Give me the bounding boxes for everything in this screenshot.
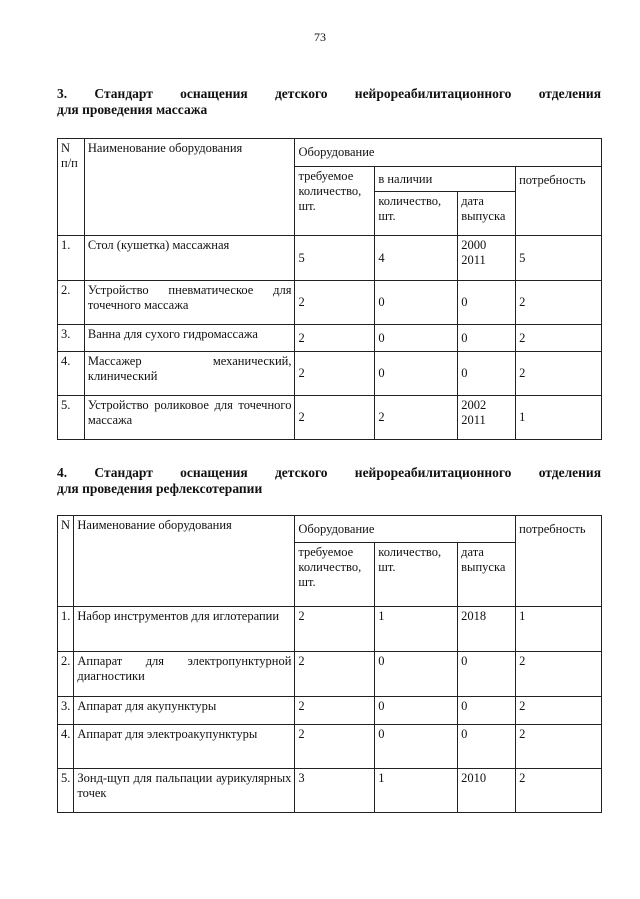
cell-quantity: 0 [375, 697, 458, 725]
header-need: потребность [516, 167, 602, 236]
cell-quantity: 2 [375, 396, 458, 440]
cell-num: 2. [58, 652, 74, 697]
cell-num: 4. [58, 352, 85, 396]
cell-required: 2 [295, 352, 375, 396]
cell-need: 5 [516, 236, 602, 281]
cell-name: Аппарат для электроакупунктуры [74, 725, 295, 769]
cell-need: 1 [516, 396, 602, 440]
table-row [58, 769, 602, 813]
cell-required: 2 [295, 396, 375, 440]
table-row [58, 352, 602, 396]
cell-name: Устройство пневматическое для точечного массажа [84, 281, 295, 325]
section3-heading-line2: для проведения массажа [57, 102, 208, 117]
header-need: потребность [516, 516, 602, 607]
cell-num: 2. [58, 281, 85, 325]
cell-name: Набор инструментов для иглотерапии [74, 607, 295, 652]
cell-name: Устройство роликовое для точечного массажа [84, 396, 295, 440]
header-required: требуемое количество, шт. [295, 543, 375, 607]
cell-name: Стол (кушетка) массажная [84, 236, 295, 281]
cell-date: 0 [458, 325, 516, 352]
header-date: дата выпуска [458, 192, 516, 236]
table-row [58, 396, 602, 440]
cell-quantity: 0 [375, 281, 458, 325]
cell-required: 2 [295, 652, 375, 697]
table-row [58, 607, 602, 652]
cell-date-line: 2011 [461, 413, 486, 427]
cell-required: 2 [295, 281, 375, 325]
cell-date: 2018 [458, 607, 516, 652]
cell-quantity: 4 [375, 236, 458, 281]
cell-quantity: 0 [375, 652, 458, 697]
cell-num: 3. [58, 325, 85, 352]
massage-equipment-table [57, 138, 602, 440]
cell-num: 4. [58, 725, 74, 769]
cell-date: 0 [458, 652, 516, 697]
page-number: 73 [314, 30, 326, 44]
reflexotherapy-equipment-table [57, 515, 602, 813]
cell-num: 3. [58, 697, 74, 725]
header-equipment: Оборудование [295, 139, 602, 167]
cell-num: 5. [58, 769, 74, 813]
cell-need: 2 [516, 769, 602, 813]
header-name: Наименование оборудования [74, 516, 295, 607]
cell-name: Аппарат для акупунктуры [74, 697, 295, 725]
header-required: требуемое количество, шт. [295, 167, 375, 236]
header-num: N [58, 516, 74, 607]
header-available: в наличии [375, 167, 516, 192]
cell-name: Зонд-щуп для пальпации аурикулярных точек [74, 769, 295, 813]
cell-required: 2 [295, 697, 375, 725]
table-row [58, 281, 602, 325]
section3-heading [57, 86, 601, 118]
header-date: дата выпуска [458, 543, 516, 607]
section4-heading-line1: 4. Стандарт оснащения детского нейрореабилитационного отделения [57, 465, 601, 480]
cell-need: 2 [516, 725, 602, 769]
cell-date: 0 [458, 352, 516, 396]
table-row [58, 652, 602, 697]
cell-quantity: 0 [375, 725, 458, 769]
cell-date [458, 236, 516, 281]
section4-heading [57, 465, 601, 497]
cell-required: 2 [295, 725, 375, 769]
cell-quantity: 0 [375, 325, 458, 352]
table-row [58, 725, 602, 769]
section3-heading-line1: 3. Стандарт оснащения детского нейрореабилитационного отделения [57, 86, 601, 101]
cell-date: 0 [458, 697, 516, 725]
cell-need: 2 [516, 697, 602, 725]
cell-num: 5. [58, 396, 85, 440]
cell-name: Аппарат для электропунктурной диагностики [74, 652, 295, 697]
cell-need: 2 [516, 652, 602, 697]
cell-quantity: 1 [375, 607, 458, 652]
cell-date: 2010 [458, 769, 516, 813]
cell-need: 1 [516, 607, 602, 652]
header-equipment: Оборудование [295, 516, 516, 543]
cell-date: 0 [458, 281, 516, 325]
cell-required: 2 [295, 607, 375, 652]
cell-quantity: 0 [375, 352, 458, 396]
cell-need: 2 [516, 281, 602, 325]
cell-date-line: 2011 [461, 253, 486, 267]
cell-date [458, 396, 516, 440]
cell-date-line: 2002 [461, 398, 487, 412]
header-name: Наименование оборудования [84, 139, 295, 236]
cell-required: 3 [295, 769, 375, 813]
cell-need: 2 [516, 352, 602, 396]
header-num: N п/п [58, 139, 85, 236]
cell-need: 2 [516, 325, 602, 352]
cell-required: 2 [295, 325, 375, 352]
cell-date-line: 2000 [461, 238, 487, 252]
table-row [58, 325, 602, 352]
cell-quantity: 1 [375, 769, 458, 813]
table-header-row [58, 139, 602, 167]
cell-name: Ванна для сухого гидромассажа [84, 325, 295, 352]
cell-num: 1. [58, 236, 85, 281]
header-quantity: количество, шт. [375, 543, 458, 607]
header-quantity: количество, шт. [375, 192, 458, 236]
table-row [58, 697, 602, 725]
section4-heading-line2: для проведения рефлексотерапии [57, 481, 263, 496]
cell-name: Массажер механический, клинический [84, 352, 295, 396]
table-row [58, 236, 602, 281]
cell-date: 0 [458, 725, 516, 769]
cell-num: 1. [58, 607, 74, 652]
table-header-row [58, 516, 602, 543]
cell-required: 5 [295, 236, 375, 281]
